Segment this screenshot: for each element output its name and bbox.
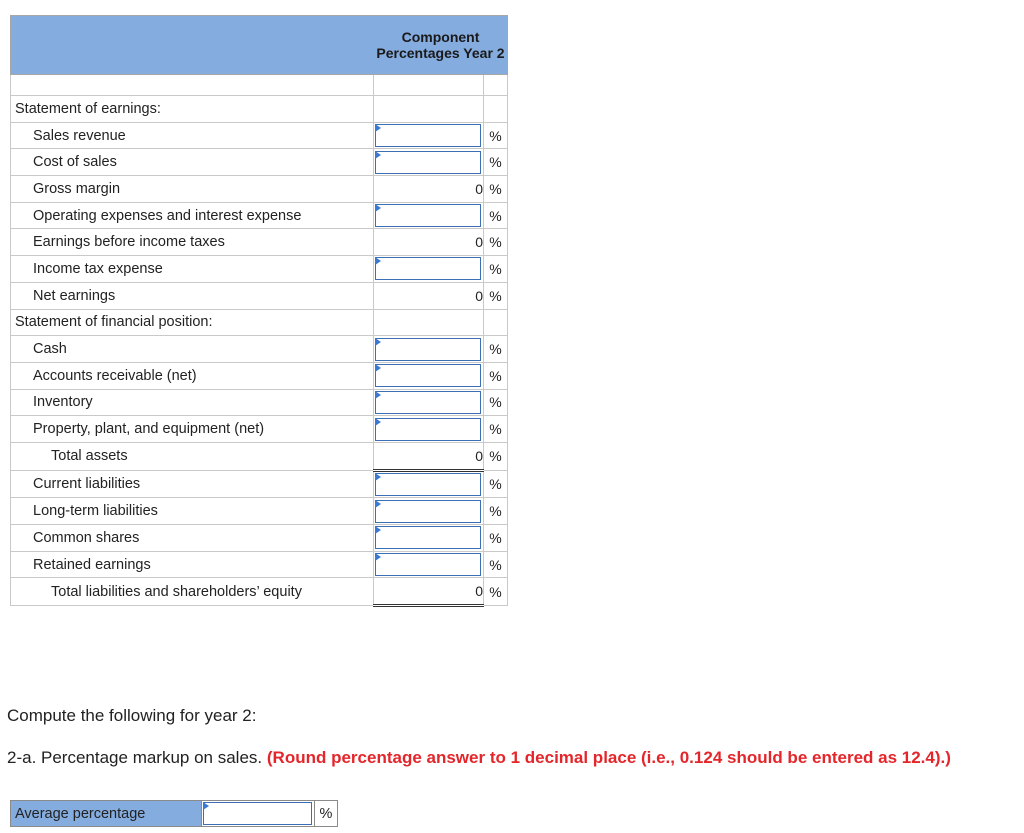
table-row	[11, 96, 508, 123]
percentage-input[interactable]	[374, 498, 484, 525]
percent-sign: %	[484, 498, 508, 525]
input-marker-icon	[375, 338, 381, 346]
percentage-input[interactable]	[374, 202, 484, 229]
percent-sign: %	[484, 389, 508, 416]
computed-value: 0	[374, 176, 484, 203]
input-marker-icon	[375, 500, 381, 508]
component-percentages-table	[10, 15, 508, 607]
row-label: Accounts receivable (net)	[11, 362, 374, 389]
percent-sign: %	[484, 578, 508, 606]
row-label: Earnings before income taxes	[11, 229, 374, 256]
row-label: Statement of earnings:	[11, 96, 374, 123]
question-2a	[7, 748, 951, 768]
percent-sign: %	[484, 202, 508, 229]
average-percentage-input[interactable]	[202, 801, 315, 827]
percentage-input[interactable]	[374, 336, 484, 363]
input-marker-icon	[375, 553, 381, 561]
table-row	[11, 578, 508, 606]
input-marker-icon	[375, 151, 381, 159]
empty-cell	[374, 309, 484, 336]
input-marker-icon	[203, 802, 209, 810]
table-row	[11, 282, 508, 309]
percentage-input[interactable]	[374, 122, 484, 149]
row-label: Income tax expense	[11, 256, 374, 283]
header-blank-cell	[11, 16, 374, 75]
table-row	[11, 442, 508, 470]
input-marker-icon	[375, 526, 381, 534]
rounding-note: (Round percentage answer to 1 decimal place (i.e., 0.124 should be entered as 12.4).)	[266, 748, 951, 767]
row-label: Cost of sales	[11, 149, 374, 176]
table-row	[11, 176, 508, 203]
percent-sign: %	[484, 416, 508, 443]
percentage-input[interactable]	[374, 256, 484, 283]
percent-sign: %	[484, 229, 508, 256]
row-label: Total assets	[11, 442, 374, 470]
percent-sign: %	[484, 442, 508, 470]
table-row	[11, 336, 508, 363]
row-label: Current liabilities	[11, 470, 374, 498]
table-row	[11, 389, 508, 416]
row-label: Total liabilities and shareholders’ equity	[11, 578, 374, 606]
row-label: Net earnings	[11, 282, 374, 309]
input-marker-icon	[375, 391, 381, 399]
percent-sign: %	[484, 282, 508, 309]
row-label: Common shares	[11, 525, 374, 552]
percent-sign: %	[484, 362, 508, 389]
input-marker-icon	[375, 364, 381, 372]
empty-cell	[484, 96, 508, 123]
column-header: Component Percentages Year 2	[374, 16, 508, 75]
percentage-input[interactable]	[374, 416, 484, 443]
percent-sign: %	[484, 256, 508, 283]
input-marker-icon	[375, 204, 381, 212]
table-header-row	[11, 16, 508, 75]
percent-sign: %	[484, 149, 508, 176]
computed-value: 0	[374, 578, 484, 606]
input-marker-icon	[375, 418, 381, 426]
percent-sign: %	[484, 122, 508, 149]
row-label: Inventory	[11, 389, 374, 416]
row-label: Retained earnings	[11, 551, 374, 578]
computed-value: 0	[374, 229, 484, 256]
table-row	[11, 362, 508, 389]
empty-cell	[484, 309, 508, 336]
input-marker-icon	[375, 473, 381, 481]
question-2a-text: 2-a. Percentage markup on sales.	[7, 748, 263, 767]
row-label: Cash	[11, 336, 374, 363]
table-row	[11, 202, 508, 229]
row-label: Operating expenses and interest expense	[11, 202, 374, 229]
percentage-input[interactable]	[374, 389, 484, 416]
percentage-input[interactable]	[374, 362, 484, 389]
table-row	[11, 551, 508, 578]
computed-value: 0	[374, 282, 484, 309]
row-label: Property, plant, and equipment (net)	[11, 416, 374, 443]
percent-sign: %	[484, 470, 508, 498]
table-row	[11, 525, 508, 552]
average-percent-sign: %	[315, 801, 338, 827]
percent-sign: %	[484, 551, 508, 578]
row-label: Sales revenue	[11, 122, 374, 149]
table-row	[11, 309, 508, 336]
table-row	[11, 470, 508, 498]
percent-sign: %	[484, 525, 508, 552]
table-row	[11, 122, 508, 149]
spacer-row	[11, 75, 508, 96]
percent-sign: %	[484, 176, 508, 203]
percentage-input[interactable]	[374, 551, 484, 578]
row-label: Long-term liabilities	[11, 498, 374, 525]
table-row	[11, 256, 508, 283]
percentage-input[interactable]	[374, 149, 484, 176]
percentage-input[interactable]	[374, 525, 484, 552]
empty-cell	[374, 96, 484, 123]
average-percentage-table	[10, 800, 338, 827]
table-row	[11, 498, 508, 525]
table-row	[11, 229, 508, 256]
computed-value: 0	[374, 442, 484, 470]
table-row	[11, 149, 508, 176]
input-marker-icon	[375, 257, 381, 265]
table-row	[11, 416, 508, 443]
compute-instruction: Compute the following for year 2:	[7, 706, 257, 725]
row-label: Gross margin	[11, 176, 374, 203]
average-percentage-label: Average percentage	[11, 801, 202, 827]
percentage-input[interactable]	[374, 470, 484, 498]
percent-sign: %	[484, 336, 508, 363]
input-marker-icon	[375, 124, 381, 132]
row-label: Statement of financial position:	[11, 309, 374, 336]
